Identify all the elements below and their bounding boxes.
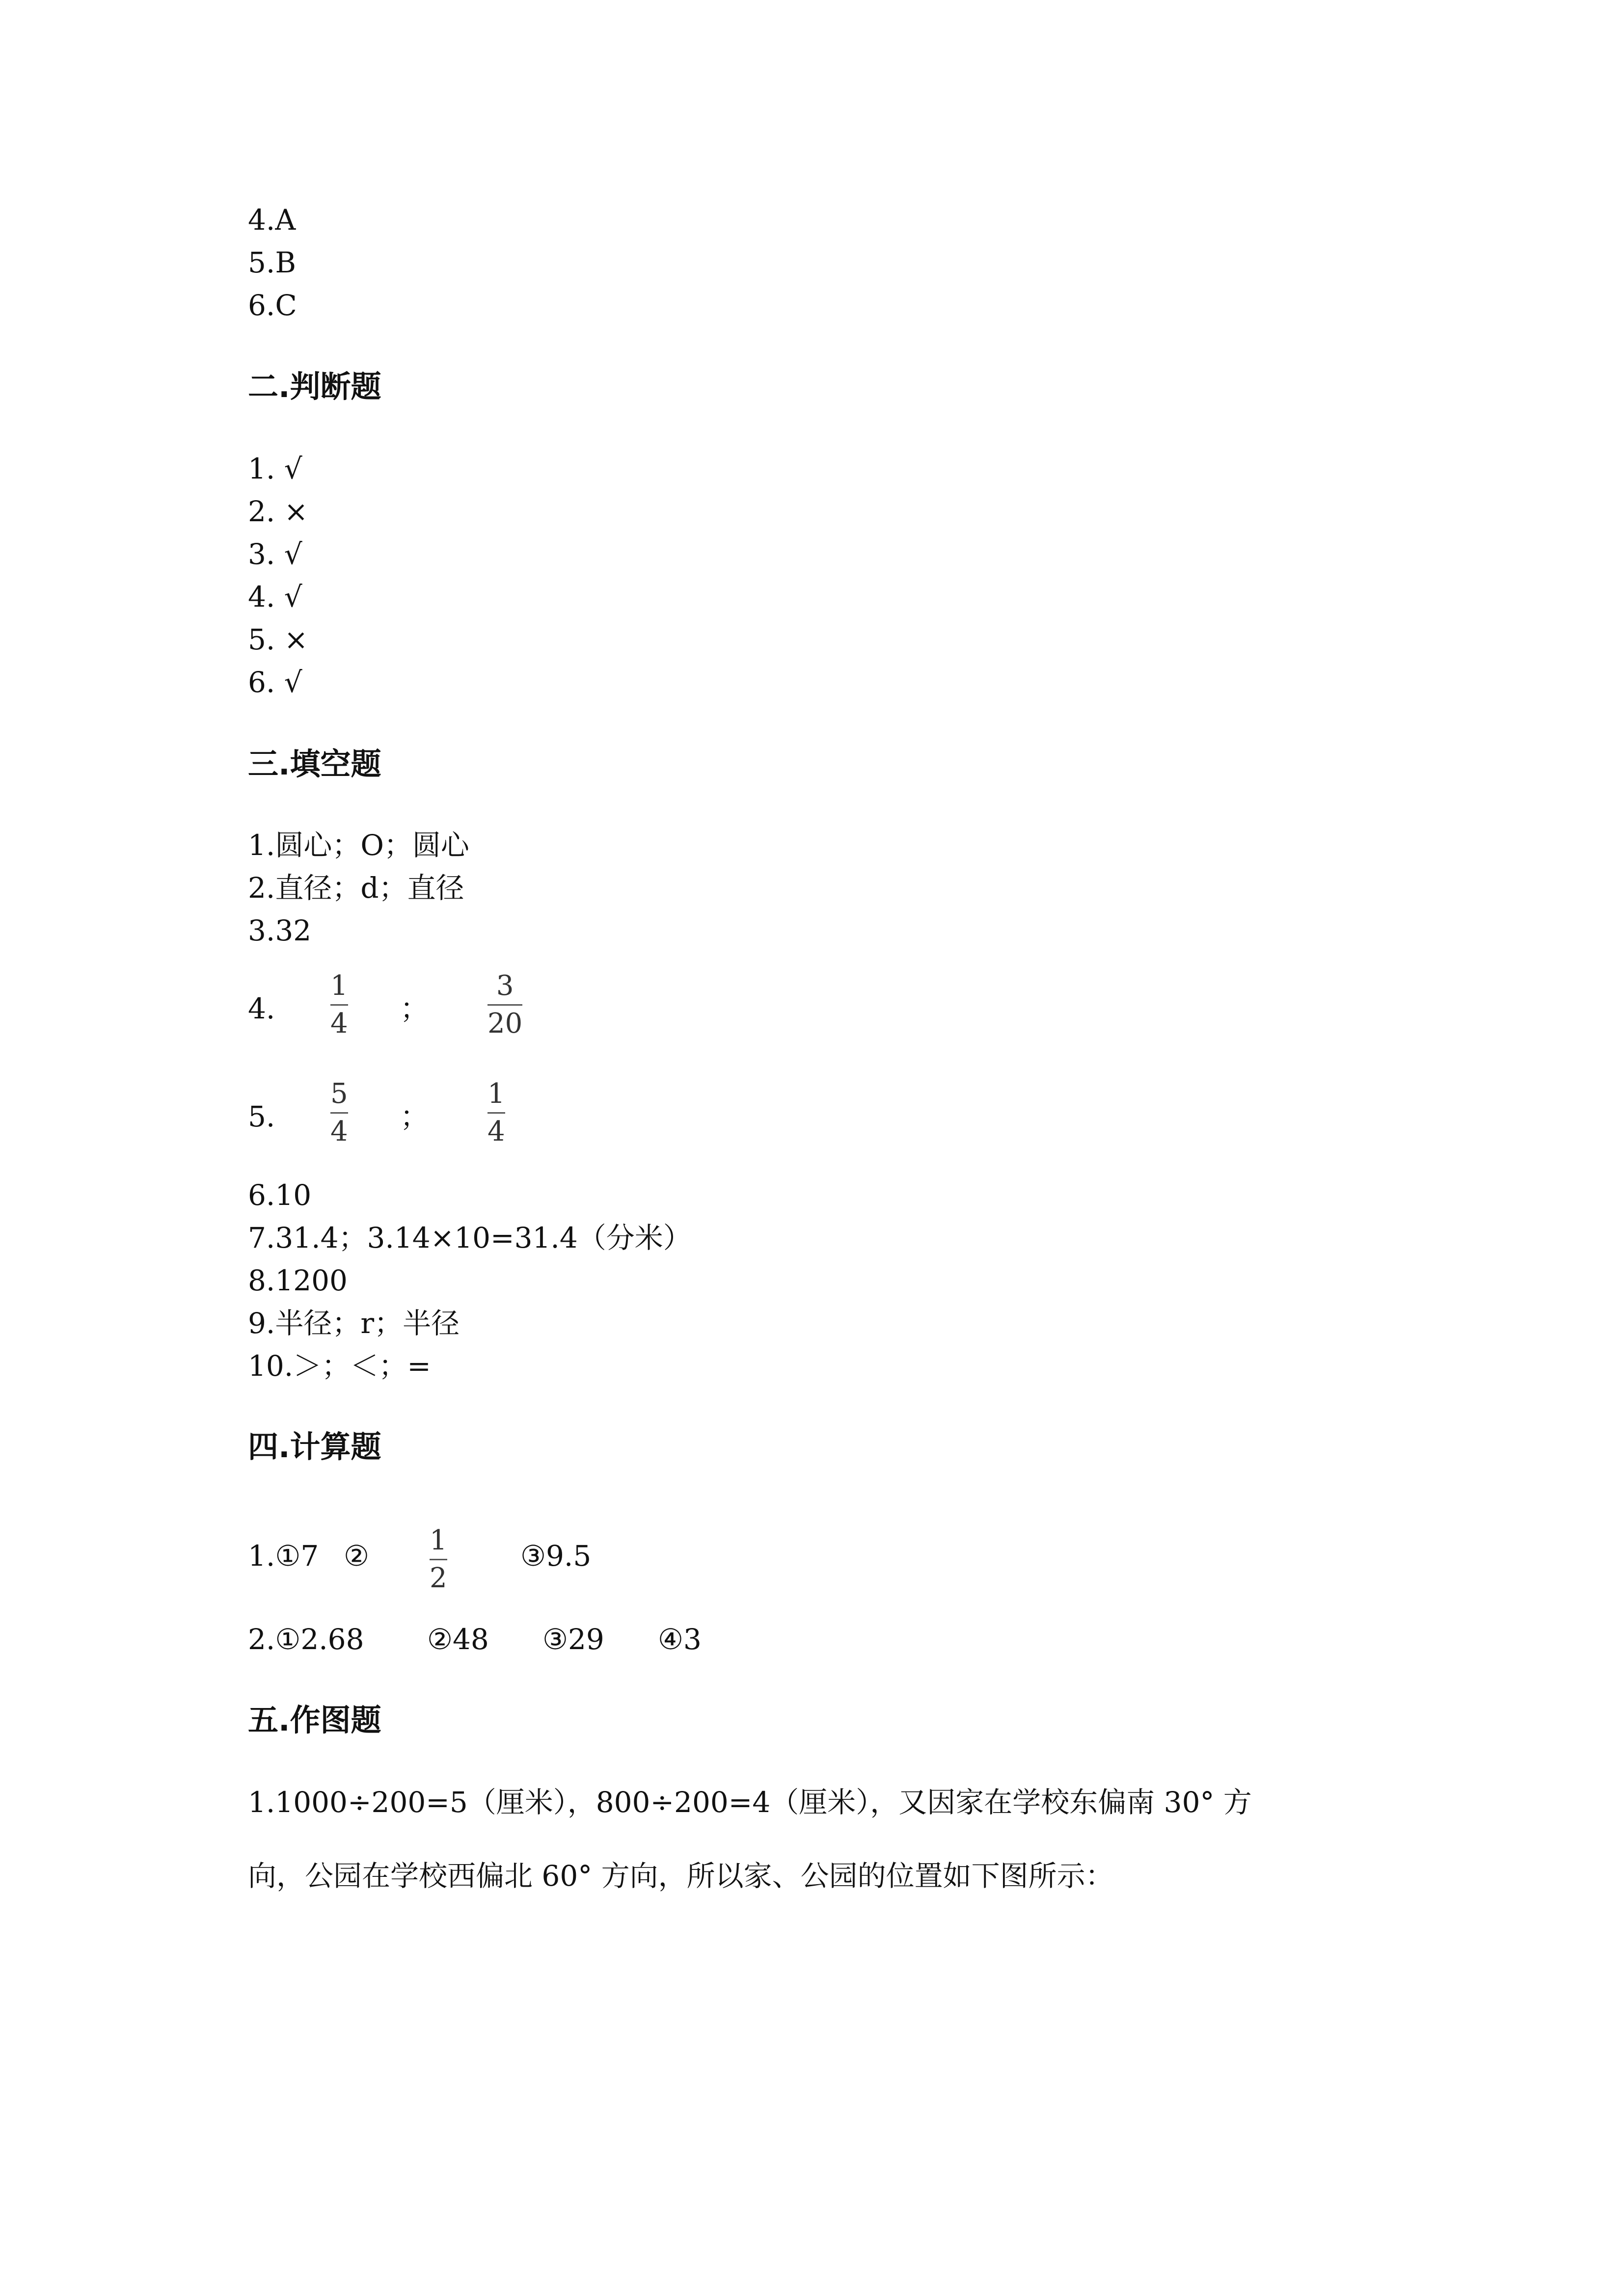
section-heading-drawing: 五.作图题	[248, 1702, 381, 1738]
calc-part: 2.①2.68	[248, 1623, 364, 1656]
calc-part: ③9.5	[520, 1539, 592, 1573]
denominator: 4	[487, 1116, 505, 1148]
fraction-bar	[487, 1004, 522, 1006]
section-heading-judgement: 二.判断题	[248, 369, 381, 404]
calc-part: ②48	[427, 1623, 489, 1656]
section-heading-fill-in: 三.填空题	[248, 746, 381, 782]
fraction-bar	[487, 1112, 505, 1114]
answer-item: 1.圆心；O；圆心	[248, 828, 469, 862]
explanation-line: 1.1000÷200=5（厘米），800÷200=4（厘米），又因家在学校东偏南 30° 方	[248, 1786, 1252, 1819]
answer-item-fraction	[248, 1077, 592, 1156]
denominator: 2	[430, 1562, 447, 1594]
fraction-bar	[330, 1112, 348, 1114]
answer-item: 1. √	[248, 452, 302, 485]
denominator: 4	[330, 1116, 348, 1148]
answer-item: 5.B	[248, 246, 296, 279]
answer-item: 9.半径；r；半径	[248, 1307, 460, 1340]
calc-part: ④3	[658, 1623, 702, 1656]
denominator: 20	[487, 1008, 523, 1040]
answer-item-calc	[248, 1514, 690, 1598]
item-label: 4.	[248, 992, 275, 1025]
explanation-line: 向，公园在学校西偏北 60° 方向，所以家、公园的位置如下图所示：	[248, 1859, 1114, 1893]
fraction	[487, 969, 522, 1041]
fraction	[487, 1077, 505, 1148]
fraction	[430, 1524, 447, 1595]
item-label: 5.	[248, 1100, 275, 1133]
section-heading-calculation: 四.计算题	[248, 1429, 381, 1465]
answer-item: 2.直径；d；直径	[248, 871, 464, 905]
numerator: 1	[430, 1524, 447, 1556]
fraction	[330, 969, 348, 1041]
separator: ；	[400, 1100, 429, 1133]
answer-item: 4.A	[248, 203, 296, 237]
fraction	[330, 1077, 348, 1148]
denominator: 4	[330, 1008, 348, 1040]
answer-item: 7.31.4；3.14×10=31.4（分米）	[248, 1221, 692, 1255]
answer-item: 2. ×	[248, 495, 308, 528]
answer-item: 10.＞；＜；=	[248, 1349, 431, 1383]
answer-item: 3.32	[248, 914, 312, 947]
numerator: 5	[330, 1078, 348, 1110]
numerator: 1	[330, 970, 348, 1002]
answer-item-fraction	[248, 969, 592, 1048]
answer-item: 4. √	[248, 580, 302, 614]
answer-item: 8.1200	[248, 1264, 348, 1297]
separator: ；	[400, 992, 429, 1025]
answer-item: 3. √	[248, 537, 302, 571]
answer-item: 6. √	[248, 666, 302, 699]
numerator: 3	[496, 970, 514, 1002]
answer-item: 5. ×	[248, 623, 308, 656]
numerator: 1	[487, 1078, 505, 1110]
fraction-bar	[330, 1004, 348, 1006]
calc-part: ②	[344, 1539, 369, 1573]
answer-item-calc	[248, 1620, 788, 1659]
calc-part: ③29	[542, 1623, 604, 1656]
answer-item: 6.10	[248, 1178, 312, 1212]
calc-part: 1.①7	[248, 1539, 319, 1573]
fraction-bar	[430, 1559, 447, 1560]
answer-item: 6.C	[248, 289, 297, 322]
